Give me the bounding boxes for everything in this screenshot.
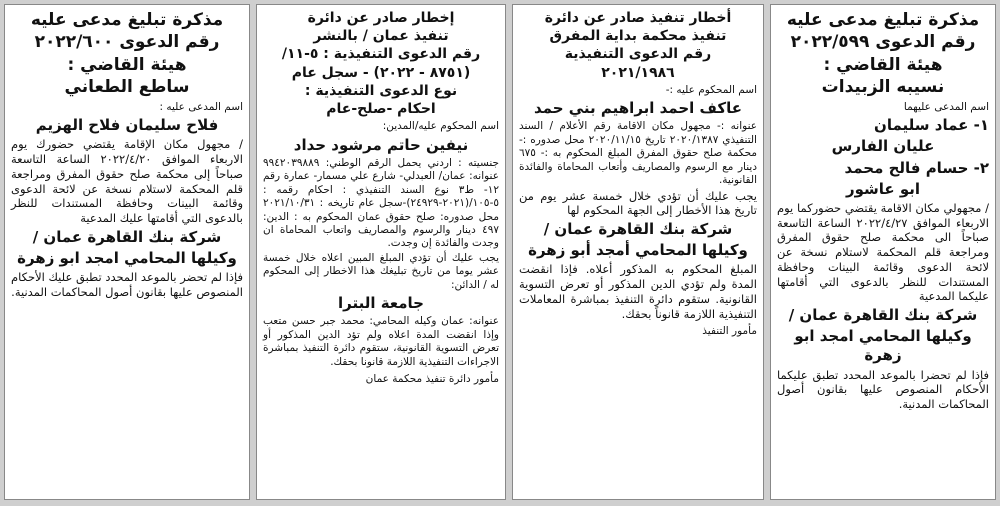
case-number: رقم الدعوى ٢٠٢٢/٦٠٠: [34, 32, 220, 53]
notice-title-line-6: احكام -صلح-عام: [326, 100, 436, 117]
notice-title-line-1: إخطار صادر عن دائرة: [307, 10, 455, 26]
defendant-1-line-1: ١- عماد سليمان: [874, 116, 989, 135]
judge-label: هيئة القاضي :: [67, 54, 187, 75]
signature: مأمور دائرة تنفيذ محكمة عمان: [365, 373, 499, 386]
notice-title-line-3: رقم الدعوى التنفيذية: [564, 46, 712, 63]
notice-column-4: [4, 4, 250, 500]
notice-title-line-2: تنفيذ عمان / بالنشر: [313, 28, 449, 45]
notice-footer: عنوانه: عمان وكيله المحامي: محمد جبر حسن متعب وإذا انقضت المدة اعلاه ولم تؤد الدين المذكور أو تعرض التسوية القانونية، ستقوم دائرة التنفيذ بمباشرة الاجراءات التنفيذية اللازمة قانونا بحقك.: [263, 315, 499, 368]
notice-title-line-1: أخطار تنفيذ صادر عن دائرة: [544, 10, 732, 26]
notice-title-line-3: رقم الدعوى التنفيذية : ٥-١١/: [281, 46, 481, 63]
defendant-2-line-2: ابو عاشور: [845, 179, 921, 198]
notice-title: مذكرة تبليغ مدعى عليه: [786, 10, 980, 30]
payment-notice: يجب عليك أن تؤدي المبلغ المبين اعلاه خلال خمسة عشر يوما من تاريخ تبليغك هذا الاخطار إلى المحكوم له / الدائن:: [263, 251, 499, 291]
execution-case-number: ٢٠٢١/١٩٨٦: [601, 64, 675, 81]
judge-name: ساطع الطعاني: [64, 77, 190, 98]
defendant-1-line-2: عليان الفارس: [831, 137, 935, 156]
notice-title-line-2: تنفيذ محكمة بداية المفرق: [549, 28, 727, 45]
notice-footer: فإذا لم تحضرا بالموعد المحدد تطبق عليكما الأحكام المنصوص عليها بقانون أصول المحاكمات المدنية.: [777, 367, 989, 411]
signature: مأمور التنفيذ: [702, 325, 757, 338]
judge-name: نسيبه الزبيدات: [821, 77, 945, 98]
notice-title-line-5: نوع الدعوى التنفيذية :: [304, 82, 458, 99]
notice-footer: المبلغ المحكوم به المذكور أعلاه. فإذا انقضت المدة ولم تؤدي الدين المذكور أو تعرض التسوية القانونية. ستقوم دائرة التنفيذ بمباشرة المعاملات التنفيذية اللازمة قانوناً بحقك.: [519, 262, 757, 321]
notice-column-1: [770, 4, 996, 500]
defendant-2-line-1: ٢- حسام فالح محمد: [844, 158, 989, 177]
agent-name: وكيلها المحامي امجد ابو زهرة: [794, 327, 972, 365]
payment-notice: يجب عليك أن تؤدي خلال خمسة عشر يوم من تاريخ هذا الأخطار إلى الجهة المحكوم لها: [519, 188, 757, 218]
agent-name: وكيلها المحامي امجد ابو زهرة: [17, 248, 237, 267]
plaintiff-name: شركة بنك القاهرة عمان /: [788, 305, 978, 324]
notice-column-2: [512, 4, 764, 500]
notice-body: / مجهولي مكان الاقامة يقتضي حضوركما يوم الاربعاء الموافق ٢٠٢٢/٤/٢٧ الساعة التاسعة صباحاً الى محكمة صلح حقوق المفرق ومراجعة قلم المحكمة لاستلام نسخة عن لائحة الدعوى وقائمة البينات وحافظة المستندات للنظر بالدعوى التي أقامتها عليكما المدعية: [777, 200, 989, 304]
convicted-name: عاكف احمد ابراهيم بني حمد: [533, 99, 743, 118]
notice-footer: فإذا لم تحضر بالموعد المحدد تطبق عليك الأحكام المنصوص عليها بقانون أصول المحاكمات المدنية.: [11, 270, 243, 299]
defendants-label: اسم المدعى عليهما: [903, 100, 989, 113]
convicted-name: نيفين حاتم مرشود حداد: [293, 135, 469, 154]
creditor-name: جامعة البترا: [337, 294, 424, 313]
defendant-name: فلاح سليمان فلاح الهزيم: [35, 116, 219, 135]
judge-label: هيئة القاضي :: [823, 54, 943, 75]
notice-body: / مجهول مكان الإقامة يقتضي حضورك يوم الاربعاء الموافق ٢٠٢٢/٤/٢٠ الساعة التاسعة صباحاً إلى محكمة صلح حقوق المفرق ومراجعة قلم المحكمة لاستلام نسخة عن لائحة الدعوى وقائمة البينات وحافظة المستندات للنظر بالدعوى التي أقامتها عليك المدعية: [11, 137, 243, 225]
convicted-label: اسم المحكوم عليه/المدين:: [382, 120, 499, 133]
convicted-label: اسم المحكوم عليه :-: [665, 83, 757, 96]
notice-title-line-4: (٨٧٥١ - ٢٠٢٢) - سجل عام: [291, 64, 471, 81]
case-number: رقم الدعوى ٢٠٢٢/٥٩٩: [790, 32, 976, 53]
agent-name: وكيلها المحامي أمجد أبو زهرة: [528, 241, 748, 260]
plaintiff-name: شركة بنك القاهرة عمان /: [32, 227, 222, 246]
notice-details: جنسيته : اردني يحمل الرقم الوطني: ٩٩٤٢٠٣٩٨٨٩ عنوانه: عمان/ العبدلي- شارع علي مسمار- عمارة رقم ١٢- ط٣ نوع السند التنفيذي : احكام رقمه : ٥-١٠٥/(٢٠٢١-٢٤٩٢٩)-سجل عام تاريخه : ٢٠٢١/١٠/٣١ محل صدوره: صلح حقوق عمان المحكوم به : الدين: ٤٩٧ دينار والرسوم والمصاريف واتعاب المحاماة ان وجدت والفائدة إن وجدت.: [263, 156, 499, 250]
defendant-label: اسم المدعى عليه :: [159, 100, 243, 113]
notice-column-3: [256, 4, 506, 500]
notice-details: عنوانه :- مجهول مكان الاقامة رقم الأعلام / السند التنفيذي ٢٠٢٠/١٣٨٧ تاريخ ٢٠٢٠/١١/١٥ محل صدوره :- محكمة صلح حقوق المفرق المبلغ المحكوم به :- ٦٧٥ دينار مع الرسوم والمصاريف وأتعاب المحاماة والفائدة القانونية.: [519, 120, 757, 187]
notice-title: مذكرة تبليغ مدعى عليه: [30, 10, 224, 30]
plaintiff-name: شركة بنك القاهرة عمان /: [543, 220, 733, 238]
